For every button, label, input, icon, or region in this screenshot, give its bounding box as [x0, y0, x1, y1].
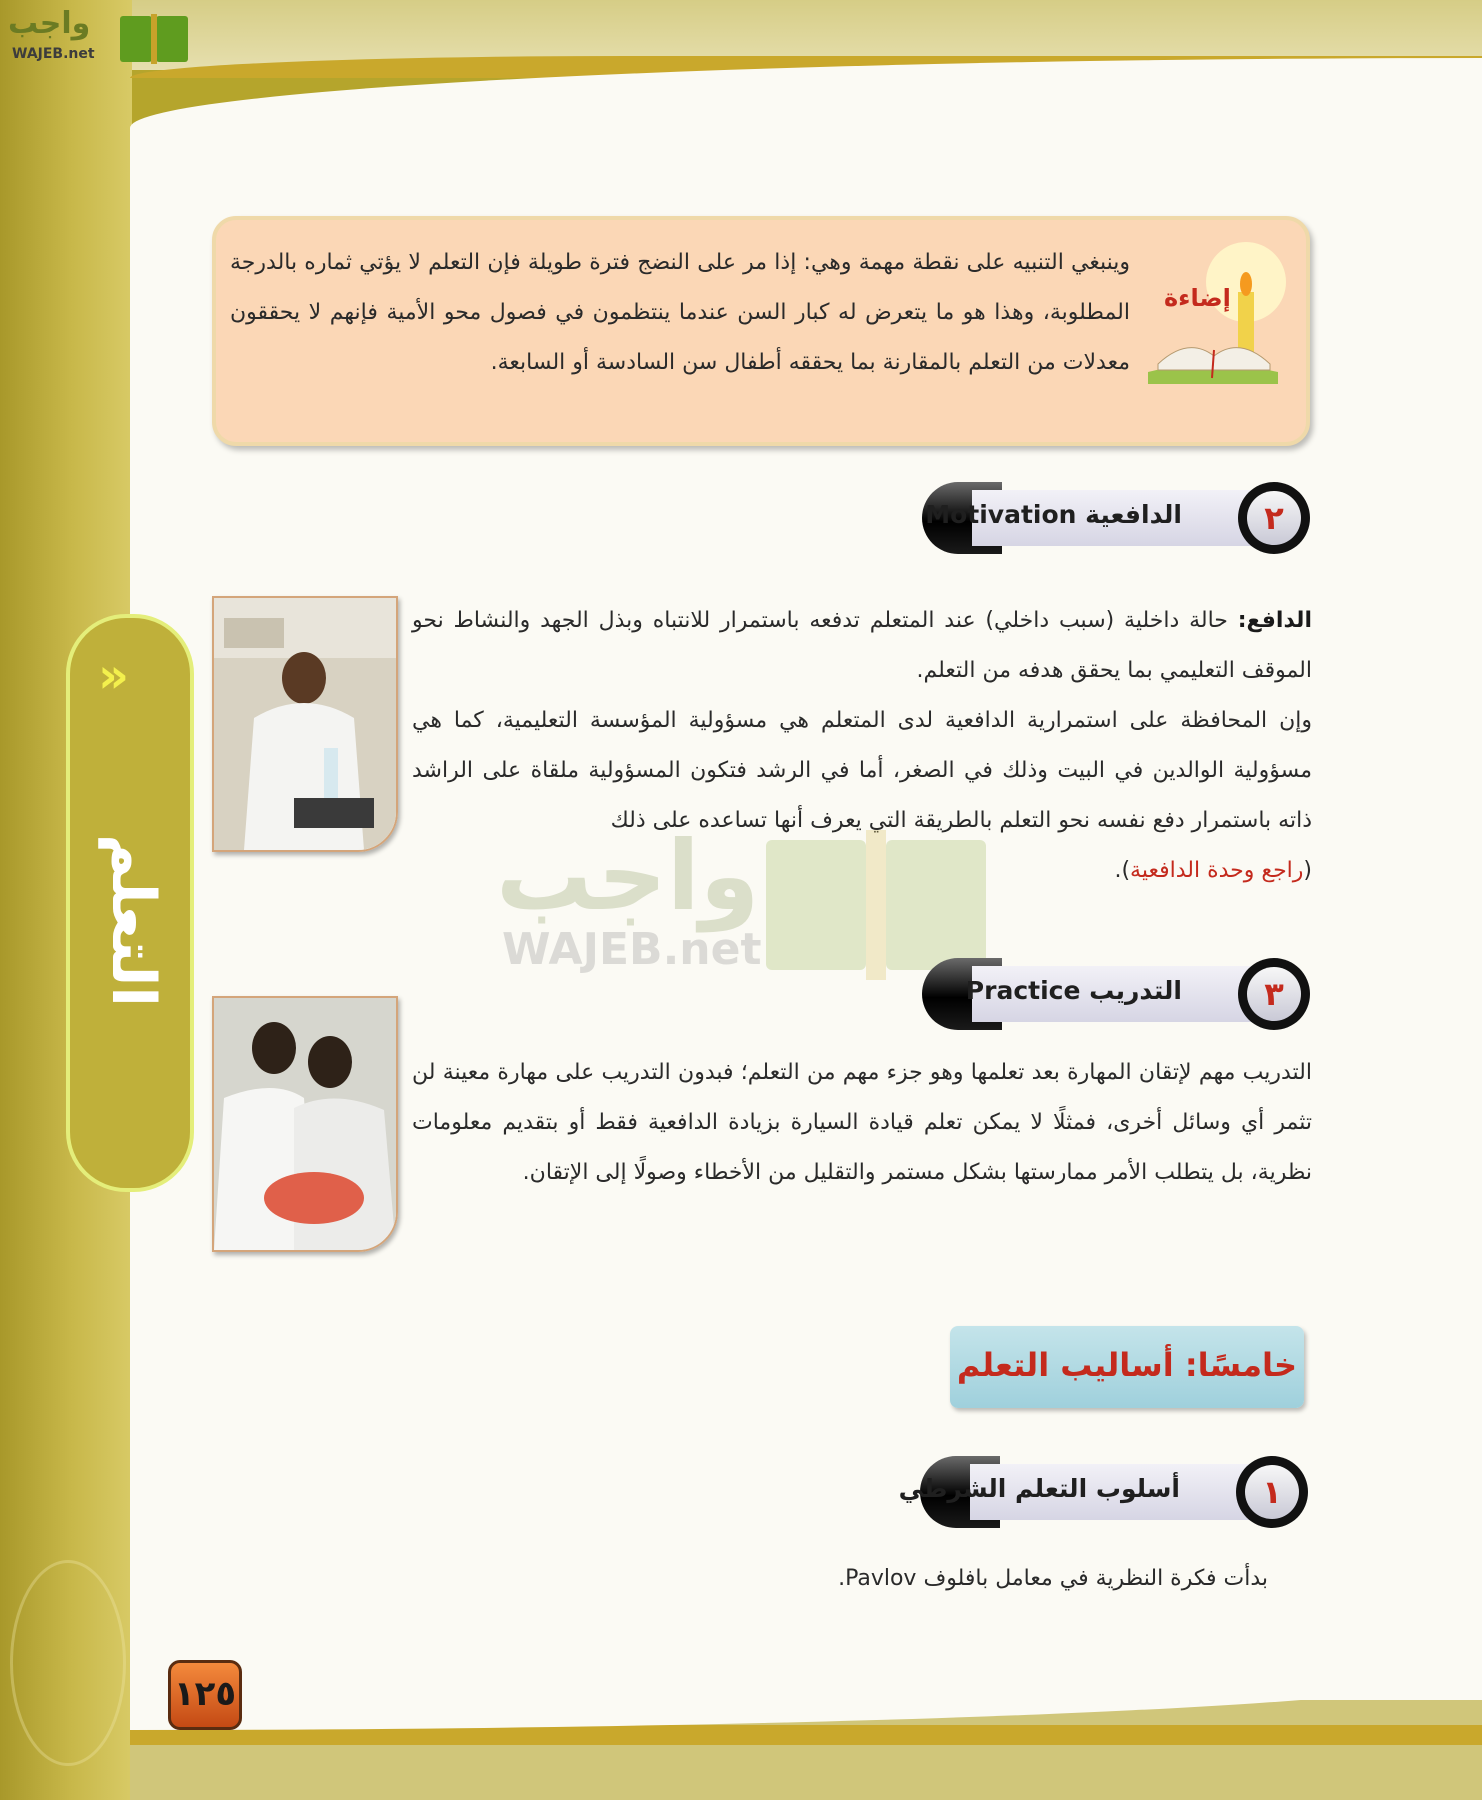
section-heading — [950, 1326, 1304, 1408]
lab-student-image — [214, 598, 396, 850]
candle-book-icon — [1138, 232, 1294, 402]
page-number: ١٢٥ — [168, 1660, 242, 1730]
logo-arabic: واجب — [8, 6, 91, 41]
students-model-image — [214, 998, 396, 1250]
heading-conditioning-title: أسلوب التعلم الشرطي — [898, 1474, 1180, 1503]
conditioning-paragraph: بدأت فكرة النظرية في معامل بافلوف Pavlov. — [838, 1566, 1268, 1591]
heading-motivation — [922, 482, 1310, 554]
motivation-paragraph: وإن المحافظة على استمرارية الدافعية لدى المتعلم هي مسؤولية المؤسسة التعليمية، كما هي مسؤولية الوالدين في البيت وذلك في الصغر، أما في الرشد فتكون المسؤولية ملقاة على الراشد ذاته باستمرار دفع نفسه نحو التعلم بالطريقة التي يعرف أنها تساعده على ذلك — [412, 708, 1312, 833]
motivation-ref-link[interactable]: راجع وحدة الدافعية — [1130, 858, 1304, 883]
wajeb-logo[interactable] — [8, 6, 188, 66]
logo-latin: WAJEB.net — [12, 46, 95, 62]
motivation-definition — [412, 596, 1312, 696]
info-text: وينبغي التنبيه على نقطة مهمة وهي: إذا مر على النضج فترة طويلة فإن التعلم لا يؤتي ثماره بالدرجة المطلوبة، وهذا هو ما يتعرض له كبار السن عندما ينتظمون في فصول محو الأمية فإنهم لا يحققون معدلات من التعلم بالمقارنة بما يحققه أطفال سن السادسة أو السابعة. — [230, 250, 1130, 375]
heading-practice — [922, 958, 1310, 1030]
photo-lab-student — [212, 596, 398, 852]
section-title: خامسًا: أساليب التعلم — [956, 1346, 1298, 1384]
heading-motivation-title: الدافعية Motivation — [925, 500, 1182, 529]
motivation-term: الدافع: — [1237, 608, 1312, 633]
heading-practice-number: ٣ — [1247, 967, 1301, 1021]
heading-conditioning-number: ١ — [1245, 1465, 1299, 1519]
info-label: إضاءة — [1164, 284, 1231, 312]
chapter-title: التعلم — [98, 833, 168, 1007]
decorative-swirl — [10, 1560, 126, 1766]
heading-practice-title: التدريب Practice — [965, 976, 1182, 1005]
heading-motivation-number: ٢ — [1247, 491, 1301, 545]
double-chevron-icon: » — [98, 648, 130, 704]
photo-students-model — [212, 996, 398, 1252]
practice-paragraph: التدريب مهم لإتقان المهارة بعد تعلمها وهو جزء مهم من التعلم؛ فبدون التدريب على مهارة معينة لن تثمر أي وسائل أخرى، فمثلًا لا يمكن تعلم قيادة السيارة بزيادة الدافعية فقط أو بتقديم معلومات نظرية، بل يتطلب الأمر ممارستها بشكل مستمر والتقليل من الأخطاء وصولًا إلى الإتقان. — [412, 1060, 1312, 1185]
book-icon — [118, 12, 190, 68]
heading-conditioning — [898, 1456, 1308, 1528]
watermark: واجب WAJEB.net — [496, 820, 1006, 990]
motivation-definition-text: حالة داخلية (سبب داخلي) عند المتعلم تدفعه باستمرار للانتباه وبذل الجهد والنشاط نحو الموقف التعليمي بما يحقق هدفه من التعلم. — [412, 608, 1312, 683]
info-box — [212, 216, 1310, 446]
motivation-reference: (راجع وحدة الدافعية). — [1114, 858, 1312, 883]
